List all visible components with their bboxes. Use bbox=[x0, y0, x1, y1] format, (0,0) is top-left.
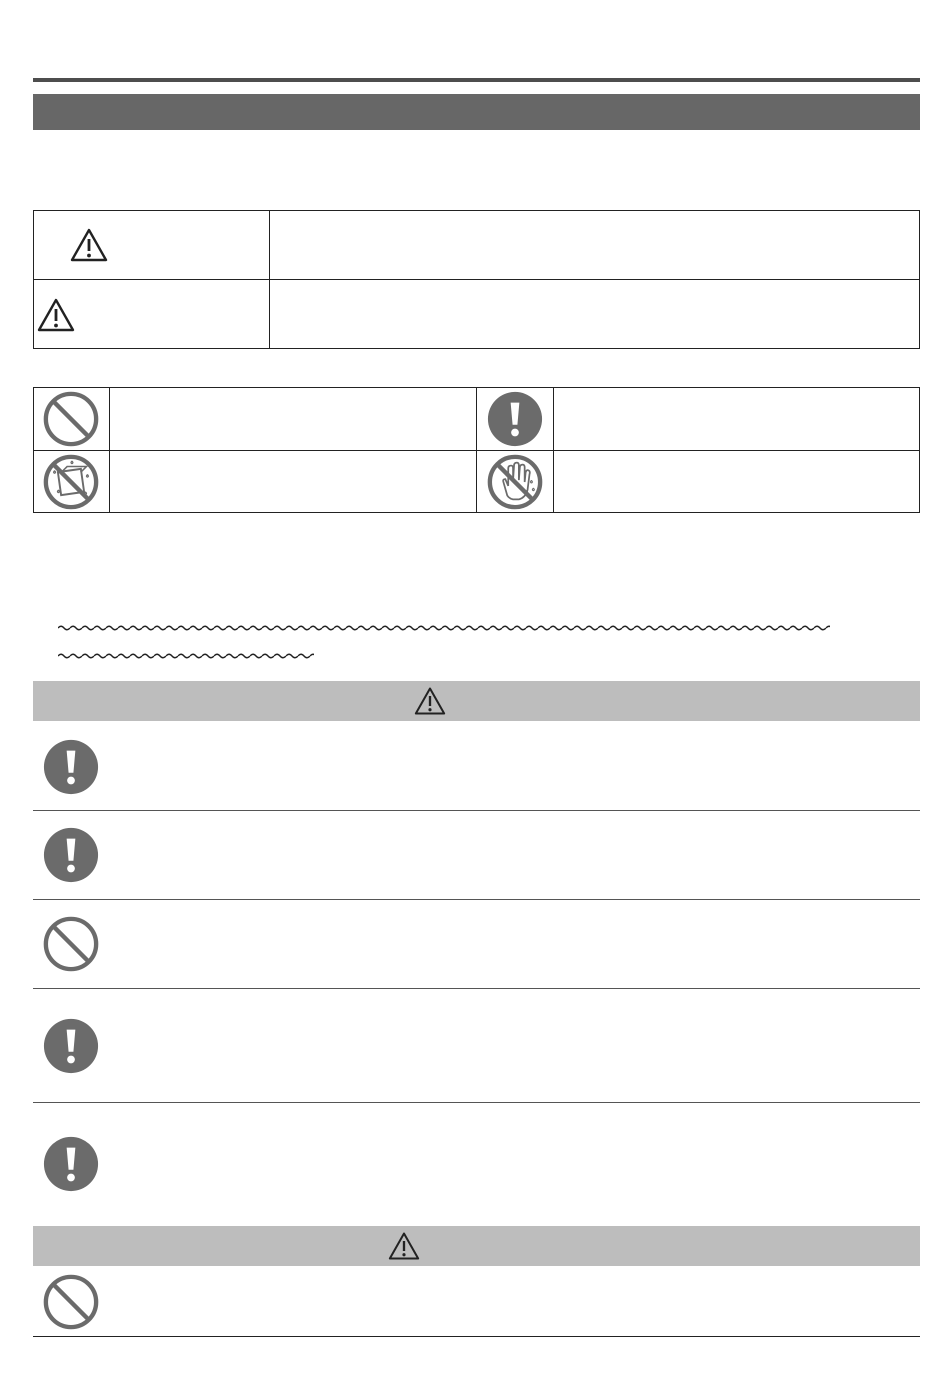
warning-triangle-icon bbox=[69, 227, 109, 263]
warning-triangle-icon bbox=[36, 297, 76, 333]
wavy-underline-1 bbox=[58, 624, 830, 632]
prohibited-icon bbox=[42, 915, 100, 973]
mandatory-action-icon bbox=[486, 390, 544, 448]
warning-triangle-icon bbox=[387, 1231, 421, 1261]
prohibited-icon bbox=[42, 1273, 100, 1331]
mandatory-action-icon bbox=[42, 738, 100, 796]
prohibited-icon bbox=[42, 390, 100, 448]
section-band-2 bbox=[33, 1226, 920, 1266]
mandatory-action-icon bbox=[42, 1017, 100, 1075]
do-not-get-wet-icon bbox=[42, 453, 100, 511]
warning-triangle-icon bbox=[413, 686, 447, 716]
page-title-bar bbox=[33, 94, 920, 130]
header-rule bbox=[33, 78, 920, 82]
wavy-underline-2 bbox=[58, 652, 314, 660]
section-band-1 bbox=[33, 681, 920, 721]
mandatory-action-icon bbox=[42, 1135, 100, 1193]
do-not-touch-with-wet-hands-icon bbox=[486, 453, 544, 511]
mandatory-action-icon bbox=[42, 826, 100, 884]
